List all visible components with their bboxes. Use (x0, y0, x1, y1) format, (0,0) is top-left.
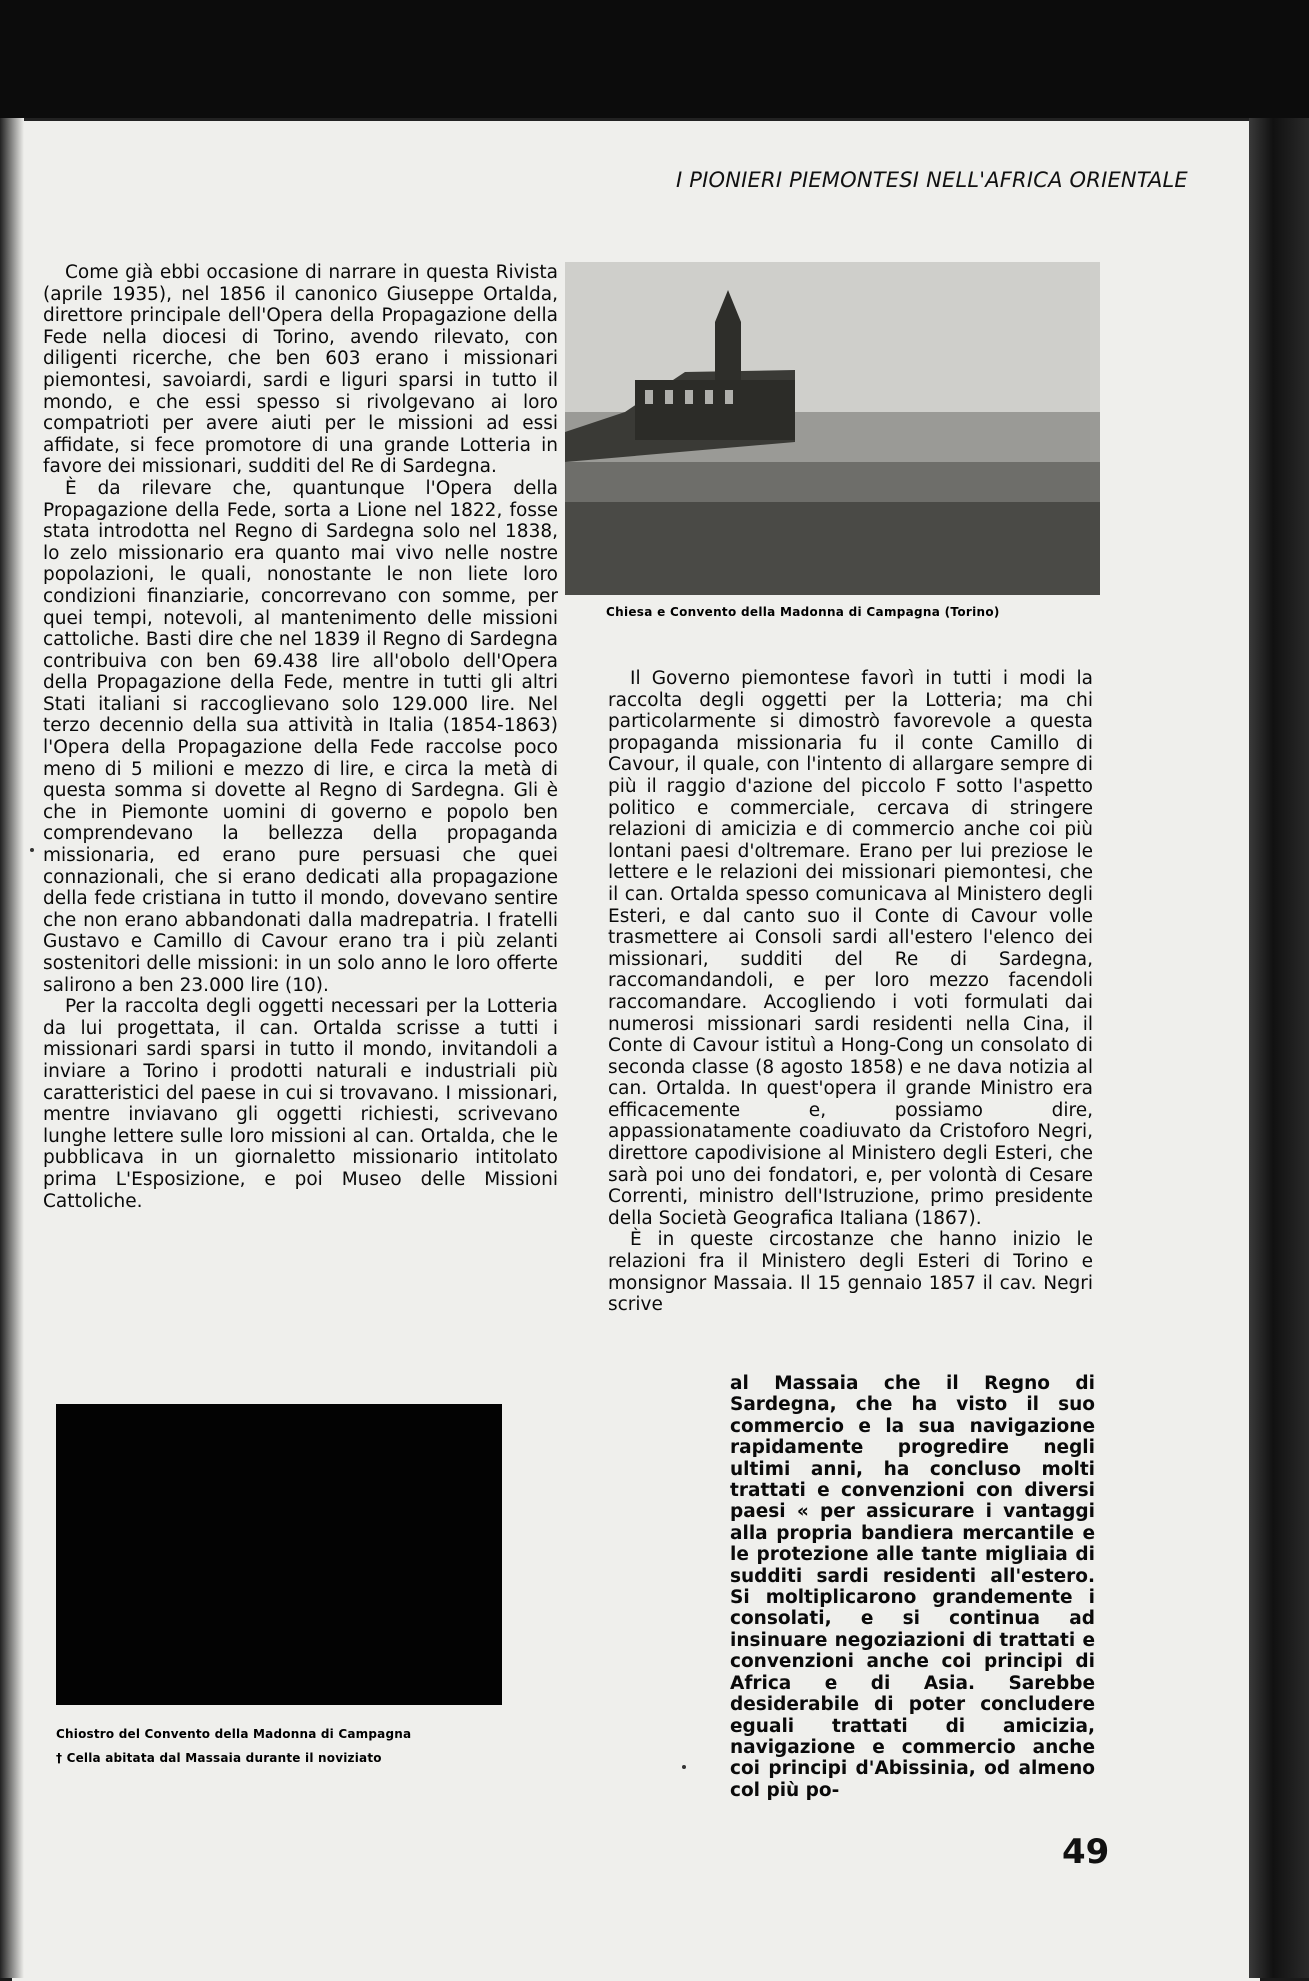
church-silhouette (565, 262, 1100, 595)
paragraph: Il Governo piemontese favorì in tutti i modi la raccolta degli oggetti per la Lotteria; ma chi particolarmente si dimostrò favorevole a questa propaganda missionaria fu il conte Camillo di Cavour, il quale, con l'intento di allargare sempre di più il raggio d'azione del piccolo F sotto l'aspetto politico e commerciale, cercava di stringere relazioni di amicizia e di commercio anche coi più lontani paesi d'oltremare. Erano per lui preziose le lettere e le relazioni dei missionari piemontesi, che il can. Ortalda spesso comunicava al Ministero degli Esteri, e dal canto suo il Conte di Cavour volle trasmettere ai Consoli sardi all'estero l'elenco dei missionari, sudditi del Re di Sardegna, raccomandandoli, e per loro mezzo facendoli raccomandare. Accogliendo i voti formulati dai numerosi missionari sardi residenti nella Cina, il Conte di Cavour istituì a Hong-Cong un consolato di seconda classe (8 agosto 1858) e ne dava notizia al can. Ortalda. In quest'opera il grande Ministro era efficacemente e, possiamo dire, appassionatamente coadiuvato da Cristoforo Negri, direttore capodivisione al Ministero degli Esteri, che sarà poi uno dei fondatori, e, per volontà di Cesare Correnti, ministro dell'Istruzione, primo presidente della Società Geografica Italiana (1867). (608, 668, 1093, 1229)
church-photo (565, 262, 1100, 595)
paragraph: al Massaia che il Regno di Sardegna, che ha visto il suo commercio e la sua navigazione rapidamente progredire negli ultimi anni, ha concluso molti trattati e convenzioni con diversi paesi « per assicurare i vantaggi alla propria bandiera mercantile e le protezione alle tante migliaia di sudditi sardi residenti all'estero. Si moltiplicarono grandemente i consolati, e si continua ad insinuare negoziazioni di trattati e convenzioni anche coi principi di Africa e di Asia. Sarebbe desiderabile di poter concludere eguali trattati di amicizia, navigazione e commercio anche coi principi d'Abissinia, od almeno col più po- (730, 1373, 1095, 1801)
paragraph: È in queste circostanze che hanno inizio le relazioni fra il Ministero degli Esteri di Torino e monsignor Massaia. Il 15 gennaio 1857 il cav. Negri scrive (608, 1229, 1093, 1316)
caption-line: Chiostro del Convento della Madonna di Campagna (56, 1727, 412, 1741)
paragraph: È da rilevare che, quantunque l'Opera della Propagazione della Fede, sorta a Lione nel 1822, fosse stata introdotta nel Regno di Sardegna solo nel 1838, lo zelo missionario era quanto mai vivo nelle nostre popolazioni, le quali, nonostante le non liete loro condizioni finanziarie, concorrevano con somme, per quei tempi, notevoli, al mantenimento delle missioni cattoliche. Basti dire che nel 1839 il Regno di Sardegna contribuiva con ben 69.438 lire all'obolo dell'Opera della Propagazione della Fede, mentre in tutti gli altri Stati italiani si raccoglievano solo 129.000 lire. Nel terzo decennio della sua attività in Italia (1854-1863) l'Opera della Propagazione della Fede raccolse poco meno di 5 milioni e mezzo di lire, e circa la metà di questa somma si dovette al Regno di Sardegna. Gli è che in Piemonte uomini di governo e popolo ben comprendevano la bellezza della propaganda missionaria, ed erano pure persuasi che quei connazionali, che si erano dedicati alla propagazione della fede cristiana in tutto il mondo, dovevano sentire che non erano abbandonati dalla madrepatria. I fratelli Gustavo e Camillo di Cavour erano tra i più zelanti sostenitori delle missioni: in un solo anno le loro offerte salirono a ben 23.000 lire (10). (43, 477, 558, 996)
cloister-caption (56, 1722, 411, 1770)
paragraph: Per la raccolta degli oggetti necessari per la Lotteria da lui progettata, il can. Ortalda scrisse a tutti i missionari sardi sparsi in tutto il mondo, invitandoli a inviare a Torino i prodotti naturali e industriali più caratteristici del paese in cui si trovavano. I missionari, mentre inviavano gli oggetti richiesti, scrivevano lunghe lettere sulle loro missioni al can. Ortalda, che le pubblicava in un giornaletto missionario intitolato prima L'Esposizione, e poi Museo delle Missioni Cattoliche. (43, 996, 558, 1212)
caption-line: † Cella abitata dal Massaia durante il noviziato (56, 1751, 382, 1765)
scan-speck (682, 1765, 686, 1769)
article-left-column (43, 262, 558, 1212)
cloister-photo-plate (56, 1404, 502, 1705)
article-right-column (608, 668, 1093, 1316)
scan-top-band (0, 0, 1309, 130)
article-narrow-column (730, 1373, 1095, 1801)
scan-speck (30, 848, 34, 852)
running-title: I PIONIERI PIEMONTESI NELL'AFRICA ORIENTALE (676, 168, 1188, 192)
page-binding-edge (1249, 118, 1309, 1978)
paragraph: Come già ebbi occasione di narrare in questa Rivista (aprile 1935), nel 1856 il canonico Giuseppe Ortalda, direttore principale dell'Opera della Propagazione della Fede nella diocesi di Torino, avendo rilevato, con diligenti ricerche, che ben 603 erano i missionari piemontesi, savoiardi, sardi e liguri sparsi in tutto il mondo, e che essi spesso si rivolgevano ai loro compatrioti per avere aiuti per le missioni ad essi affidate, si fece promotore di una grande Lotteria in favore dei missionari, sudditi del Re di Sardegna. (43, 262, 558, 478)
photo-caption: Chiesa e Convento della Madonna di Campagna (Torino) (606, 605, 1000, 619)
scan-left-shadow (0, 118, 24, 1978)
page-number: 49 (1062, 1832, 1110, 1872)
